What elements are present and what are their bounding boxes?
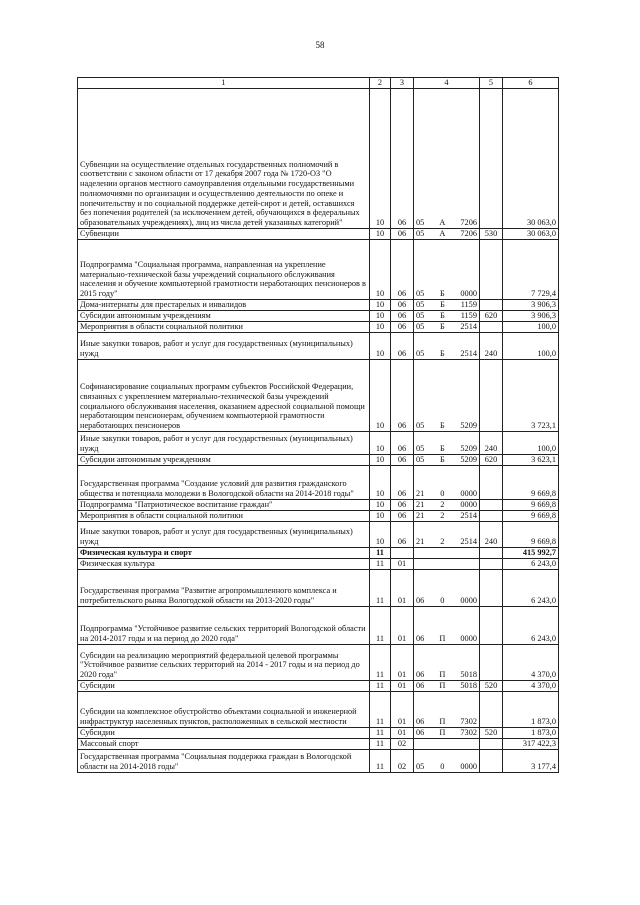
row-subsection: 01 xyxy=(391,692,414,728)
row-expense-type xyxy=(480,500,503,511)
row-name: Иные закупки товаров, работ и услуг для государственных (муниципальных) нужд xyxy=(78,333,370,360)
target-article-part: 0 xyxy=(440,762,445,772)
row-expense-type xyxy=(480,570,503,607)
table-row xyxy=(78,455,559,466)
row-name: Иные закупки товаров, работ и услуг для государственных (муниципальных) нужд xyxy=(78,522,370,548)
row-amount: 3 906,3 xyxy=(503,311,559,322)
target-article-part: 05 xyxy=(416,322,425,332)
target-article-code xyxy=(416,289,477,299)
row-name: Субвенции на осуществление отдельных государственных полномочий в соответствии с законом области от 17 декабря 2007 года № 1720-ОЗ "О наделении органов местного самоуправления отдельными государственными полномочиями по организации и осуществлению деятельности по опеке и попечительству и по социальной поддержке детей-сирот и детей, оставшихся без попечения родителей (за исключением детей, обучающихся в федеральных образовательных учреждениях), лиц из числа детей указанных категорий" xyxy=(78,89,370,229)
row-section: 11 xyxy=(370,607,391,645)
row-section: 10 xyxy=(370,240,391,300)
target-article-code xyxy=(416,596,477,606)
column-header: 1 xyxy=(78,78,370,89)
row-expense-type xyxy=(480,607,503,645)
target-article-part: 1159 xyxy=(460,311,477,321)
row-expense-type xyxy=(480,548,503,559)
target-article-part: 21 xyxy=(416,537,425,547)
target-article-code xyxy=(416,728,477,738)
table-row xyxy=(78,511,559,522)
table-row xyxy=(78,570,559,607)
row-amount: 3 906,3 xyxy=(503,300,559,311)
target-article-part: 7302 xyxy=(460,728,477,738)
row-amount: 6 243,0 xyxy=(503,570,559,607)
row-section: 10 xyxy=(370,360,391,432)
table-row xyxy=(78,607,559,645)
table-row xyxy=(78,360,559,432)
row-section: 11 xyxy=(370,570,391,607)
row-target-article xyxy=(414,511,480,522)
row-expense-type xyxy=(480,750,503,773)
target-article-part: 05 xyxy=(416,229,425,239)
row-target-article xyxy=(414,548,480,559)
row-name: Субсидии автономным учреждениям xyxy=(78,311,370,322)
target-article-part: А xyxy=(439,229,446,239)
target-article-code xyxy=(416,762,477,772)
target-article-part: П xyxy=(439,681,446,691)
target-article-part: 05 xyxy=(416,762,425,772)
row-name: Иные закупки товаров, работ и услуг для государственных (муниципальных) нужд xyxy=(78,432,370,455)
row-name: Мероприятия в области социальной политики xyxy=(78,511,370,522)
row-amount: 100,0 xyxy=(503,322,559,333)
target-article-part: 0000 xyxy=(460,634,477,644)
row-expense-type xyxy=(480,322,503,333)
target-article-part: 7302 xyxy=(460,717,477,727)
row-target-article xyxy=(414,570,480,607)
target-article-part: 0000 xyxy=(460,596,477,606)
row-subsection: 01 xyxy=(391,607,414,645)
row-subsection: 06 xyxy=(391,432,414,455)
target-article-part: 05 xyxy=(416,289,425,299)
target-article-part: 05 xyxy=(416,218,425,228)
table-row xyxy=(78,681,559,692)
column-header: 3 xyxy=(391,78,414,89)
table-row xyxy=(78,692,559,728)
row-subsection: 06 xyxy=(391,522,414,548)
target-article-code xyxy=(416,444,477,454)
row-target-article xyxy=(414,89,480,229)
target-article-part: Б xyxy=(440,311,445,321)
target-article-part: 7206 xyxy=(460,218,477,228)
row-amount: 1 873,0 xyxy=(503,728,559,739)
row-name: Физическая культура xyxy=(78,559,370,570)
row-target-article xyxy=(414,311,480,322)
target-article-code xyxy=(416,489,477,499)
table-row xyxy=(78,559,559,570)
target-article-code xyxy=(416,537,477,547)
row-amount: 6 243,0 xyxy=(503,607,559,645)
row-section: 10 xyxy=(370,466,391,500)
table-row xyxy=(78,89,559,229)
row-subsection: 06 xyxy=(391,300,414,311)
row-amount: 9 669,8 xyxy=(503,500,559,511)
row-amount: 6 243,0 xyxy=(503,559,559,570)
row-expense-type xyxy=(480,240,503,300)
row-subsection: 02 xyxy=(391,739,414,750)
row-name: Государственная программа "Социальная поддержка граждан в Вологодской области на 2014-2018 годы" xyxy=(78,750,370,773)
row-name: Массовый спорт xyxy=(78,739,370,750)
row-target-article xyxy=(414,750,480,773)
row-expense-type xyxy=(480,466,503,500)
row-subsection: 06 xyxy=(391,511,414,522)
table-row xyxy=(78,548,559,559)
target-article-part: Б xyxy=(439,455,445,465)
row-subsection: 06 xyxy=(391,455,414,466)
row-amount: 9 669,8 xyxy=(503,466,559,500)
target-article-code xyxy=(416,229,477,239)
row-section: 10 xyxy=(370,455,391,466)
target-article-part: 1159 xyxy=(460,300,477,310)
row-section: 10 xyxy=(370,522,391,548)
target-article-part: 2514 xyxy=(460,322,477,332)
row-amount: 4 370,0 xyxy=(503,645,559,681)
target-article-part: 2514 xyxy=(460,511,477,521)
target-article-part: 2 xyxy=(440,511,445,521)
row-amount: 1 873,0 xyxy=(503,692,559,728)
row-amount: 30 063,0 xyxy=(503,89,559,229)
row-subsection xyxy=(391,548,414,559)
target-article-code xyxy=(416,511,477,521)
row-expense-type xyxy=(480,645,503,681)
row-target-article xyxy=(414,432,480,455)
target-article-part: 21 xyxy=(416,511,425,521)
target-article-part: П xyxy=(439,717,446,727)
target-article-part: 2 xyxy=(440,500,445,510)
row-name: Государственная программа "Развитие агропромышленного комплекса и потребительского рынка Вологодской области на 2013-2020 годы" xyxy=(78,570,370,607)
column-header: 4 xyxy=(414,78,480,89)
row-section: 10 xyxy=(370,511,391,522)
row-section: 10 xyxy=(370,432,391,455)
target-article-code xyxy=(416,681,477,691)
row-section: 10 xyxy=(370,311,391,322)
row-target-article xyxy=(414,300,480,311)
target-article-code xyxy=(416,500,477,510)
column-header: 5 xyxy=(480,78,503,89)
row-subsection: 01 xyxy=(391,728,414,739)
row-section: 10 xyxy=(370,229,391,240)
row-expense-type: 520 xyxy=(480,681,503,692)
target-article-part: П xyxy=(439,670,446,680)
row-name: Субсидии на реализацию мероприятий федеральной целевой программы "Устойчивое развитие сельских территорий на 2014 - 2017 годы и на период до 2020 года" xyxy=(78,645,370,681)
row-target-article xyxy=(414,322,480,333)
target-article-code xyxy=(416,455,477,465)
table-row xyxy=(78,750,559,773)
target-article-part: 06 xyxy=(416,634,425,644)
row-section: 11 xyxy=(370,559,391,570)
row-expense-type xyxy=(480,300,503,311)
target-article-part: П xyxy=(439,728,446,738)
target-article-part: 5209 xyxy=(460,444,477,454)
row-subsection: 06 xyxy=(391,89,414,229)
target-article-part: 06 xyxy=(416,670,425,680)
table-row xyxy=(78,522,559,548)
target-article-code xyxy=(416,634,477,644)
page-number: 58 xyxy=(315,40,325,50)
row-expense-type: 240 xyxy=(480,522,503,548)
column-header: 2 xyxy=(370,78,391,89)
table-row xyxy=(78,500,559,511)
target-article-part: 7206 xyxy=(460,229,477,239)
row-expense-type: 620 xyxy=(480,311,503,322)
budget-table xyxy=(77,77,559,773)
table-row xyxy=(78,728,559,739)
row-section: 11 xyxy=(370,692,391,728)
target-article-part: А xyxy=(439,218,446,228)
target-article-part: Б xyxy=(439,421,445,431)
row-target-article xyxy=(414,455,480,466)
row-name: Субсидии на комплексное обустройство объектами социальной и инженерной инфраструктур населенных пунктов, расположенных в сельской местности xyxy=(78,692,370,728)
row-amount: 415 992,7 xyxy=(503,548,559,559)
table-row xyxy=(78,311,559,322)
row-section: 10 xyxy=(370,500,391,511)
row-subsection: 02 xyxy=(391,750,414,773)
target-article-part: 06 xyxy=(416,681,425,691)
target-article-part: П xyxy=(439,634,446,644)
target-article-part: 2514 xyxy=(460,537,477,547)
row-expense-type xyxy=(480,559,503,570)
row-section: 11 xyxy=(370,645,391,681)
row-section: 10 xyxy=(370,300,391,311)
target-article-part: 5018 xyxy=(460,670,477,680)
row-target-article xyxy=(414,229,480,240)
row-target-article xyxy=(414,607,480,645)
row-expense-type: 240 xyxy=(480,432,503,455)
column-header: 6 xyxy=(503,78,559,89)
row-expense-type: 530 xyxy=(480,229,503,240)
row-name: Подпрограмма "Патриотическое воспитание граждан" xyxy=(78,500,370,511)
row-name: Дома-интернаты для престарелых и инвалидов xyxy=(78,300,370,311)
table-row xyxy=(78,645,559,681)
row-subsection: 06 xyxy=(391,322,414,333)
row-subsection: 01 xyxy=(391,570,414,607)
target-article-part: Б xyxy=(440,300,445,310)
row-section: 10 xyxy=(370,333,391,360)
row-target-article xyxy=(414,466,480,500)
row-section: 11 xyxy=(370,750,391,773)
table-row xyxy=(78,466,559,500)
row-name: Мероприятия в области социальной политики xyxy=(78,322,370,333)
target-article-part: Б xyxy=(439,289,445,299)
target-article-code xyxy=(416,349,477,359)
row-section: 10 xyxy=(370,89,391,229)
row-target-article xyxy=(414,681,480,692)
table-row xyxy=(78,300,559,311)
row-amount: 100,0 xyxy=(503,432,559,455)
target-article-part: 0 xyxy=(440,596,445,606)
row-target-article xyxy=(414,739,480,750)
row-subsection: 06 xyxy=(391,333,414,360)
row-name: Субсидии xyxy=(78,681,370,692)
row-amount: 317 422,3 xyxy=(503,739,559,750)
row-target-article xyxy=(414,645,480,681)
row-amount: 7 729,4 xyxy=(503,240,559,300)
target-article-code xyxy=(416,322,477,332)
row-subsection: 06 xyxy=(391,229,414,240)
row-target-article xyxy=(414,240,480,300)
row-amount: 4 370,0 xyxy=(503,681,559,692)
table-row xyxy=(78,322,559,333)
row-target-article xyxy=(414,522,480,548)
row-expense-type xyxy=(480,692,503,728)
target-article-part: 21 xyxy=(416,489,425,499)
row-expense-type xyxy=(480,360,503,432)
target-article-part: 5209 xyxy=(460,455,477,465)
row-expense-type xyxy=(480,89,503,229)
row-amount: 9 669,8 xyxy=(503,511,559,522)
target-article-part: 05 xyxy=(416,300,425,310)
row-name: Подпрограмма "Социальная программа, направленная на укрепление материально-технической базы учреждений социального обслуживания населения и обучение компьютерной грамотности неработающих пенсионеров в 2015 году" xyxy=(78,240,370,300)
row-target-article xyxy=(414,559,480,570)
row-amount: 30 063,0 xyxy=(503,229,559,240)
target-article-code xyxy=(416,421,477,431)
row-expense-type: 520 xyxy=(480,728,503,739)
row-name: Субсидии xyxy=(78,728,370,739)
row-section: 11 xyxy=(370,548,391,559)
target-article-part: 5209 xyxy=(460,421,477,431)
table-row xyxy=(78,229,559,240)
target-article-part: 2 xyxy=(440,537,445,547)
row-section: 11 xyxy=(370,681,391,692)
row-subsection: 06 xyxy=(391,240,414,300)
row-subsection: 06 xyxy=(391,500,414,511)
row-amount: 9 669,8 xyxy=(503,522,559,548)
row-name: Субвенции xyxy=(78,229,370,240)
target-article-part: 21 xyxy=(416,500,425,510)
table-row xyxy=(78,240,559,300)
row-subsection: 06 xyxy=(391,466,414,500)
target-article-part: 05 xyxy=(416,311,425,321)
row-target-article xyxy=(414,333,480,360)
row-expense-type: 620 xyxy=(480,455,503,466)
target-article-code xyxy=(416,311,477,321)
row-amount: 3 177,4 xyxy=(503,750,559,773)
target-article-part: 0000 xyxy=(460,500,477,510)
row-target-article xyxy=(414,360,480,432)
row-subsection: 01 xyxy=(391,559,414,570)
target-article-part: 06 xyxy=(416,728,425,738)
row-name: Субсидии автономным учреждениям xyxy=(78,455,370,466)
row-name: Физическая культура и спорт xyxy=(78,548,370,559)
row-subsection: 01 xyxy=(391,645,414,681)
row-amount: 3 623,1 xyxy=(503,455,559,466)
row-section: 11 xyxy=(370,739,391,750)
target-article-part: 0000 xyxy=(460,289,477,299)
target-article-part: Б xyxy=(439,444,445,454)
target-article-part: 0 xyxy=(440,489,445,499)
row-name: Государственная программа "Создание условий для развития гражданского общества и потенциала молодежи в Вологодской области на 2014-2018 годы" xyxy=(78,466,370,500)
target-article-code xyxy=(416,300,477,310)
target-article-part: 05 xyxy=(416,349,425,359)
row-expense-type xyxy=(480,511,503,522)
target-article-part: Б xyxy=(439,349,445,359)
row-amount: 3 723,1 xyxy=(503,360,559,432)
target-article-part: 05 xyxy=(416,444,425,454)
row-expense-type xyxy=(480,739,503,750)
row-subsection: 06 xyxy=(391,360,414,432)
target-article-part: 0000 xyxy=(460,489,477,499)
table-row xyxy=(78,333,559,360)
target-article-part: 06 xyxy=(416,717,425,727)
row-subsection: 06 xyxy=(391,311,414,322)
target-article-part: Б xyxy=(439,322,445,332)
target-article-part: 05 xyxy=(416,421,425,431)
target-article-part: 5018 xyxy=(460,681,477,691)
row-amount: 100,0 xyxy=(503,333,559,360)
target-article-code xyxy=(416,670,477,680)
target-article-part: 06 xyxy=(416,596,425,606)
row-subsection: 01 xyxy=(391,681,414,692)
table-row xyxy=(78,739,559,750)
table-header-row xyxy=(78,78,559,89)
row-name: Подпрограмма "Устойчивое развитие сельских территорий Вологодской области на 2014-2017 годы и на период до 2020 года" xyxy=(78,607,370,645)
row-section: 10 xyxy=(370,322,391,333)
row-target-article xyxy=(414,500,480,511)
target-article-part: 2514 xyxy=(460,349,477,359)
row-target-article xyxy=(414,692,480,728)
target-article-code xyxy=(416,717,477,727)
row-section: 11 xyxy=(370,728,391,739)
row-target-article xyxy=(414,728,480,739)
target-article-part: 0000 xyxy=(460,762,477,772)
target-article-code xyxy=(416,218,477,228)
row-name: Софинансирование социальных программ субъектов Российской Федерации, связанных с укреплением материально-технической базы учреждений социального обслуживания населения, оказанием адресной социальной помощи неработающим пенсионерам, обучением компьютерной грамотности неработающих пенсионеров xyxy=(78,360,370,432)
target-article-part: 05 xyxy=(416,455,425,465)
row-expense-type: 240 xyxy=(480,333,503,360)
table-row xyxy=(78,432,559,455)
